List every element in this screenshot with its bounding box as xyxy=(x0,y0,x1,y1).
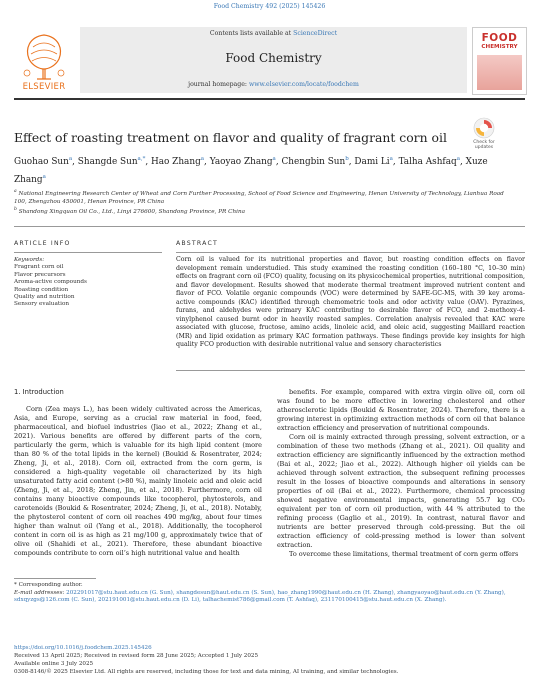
keyword-item: Aroma-active compounds xyxy=(14,279,87,286)
affiliation-mark: b xyxy=(14,207,17,213)
keyword-item: Roasting condition xyxy=(14,286,69,293)
affiliation-item xyxy=(14,188,514,206)
body-paragraph: benefits. For example, compared with extra virgin olive oil, corn oil was found to be more effective in lowering cholesterol and other atherosclerotic lipids (Boukid & Rosentrater, 2024). Therefore, there is a growing interest in optimizing extraction methods of corn oil that balance extraction efficiency and preservation of nutritional compounds. xyxy=(277,388,525,432)
author-affiliation-mark[interactable]: a,* xyxy=(137,156,146,162)
homepage-link[interactable]: www.elsevier.com/locate/foodchem xyxy=(248,81,359,88)
check-for-updates-label[interactable]: Check for updates xyxy=(473,140,495,150)
author-affiliation-mark[interactable]: a xyxy=(200,156,205,162)
article-metadata xyxy=(14,644,525,676)
abstract-rule xyxy=(176,252,525,253)
affiliation-text: Shandong Xingquan Oil Co., Ltd., Linyi 276600, Shandong Province, PR China xyxy=(16,209,246,216)
email-label: E-mail addresses: xyxy=(14,589,65,596)
author-list: Guohao Sun$^a$, Shangde Sun$^{a,*}$, Hao Zhang$^a$, Yaoyao Zhang$^a$, Chengbin Sun$^b$, Dami Li$^a$, Talha Ashfaq$^a$, Xuze Zhang$^a$ xyxy=(14,156,488,185)
keyword-item: Sensory evaluation xyxy=(14,301,70,308)
elsevier-wordmark: ELSEVIER xyxy=(22,82,66,92)
available-online: Available online 3 July 2025 xyxy=(14,661,94,667)
cover-title-chemistry: CHEMISTRY xyxy=(481,44,518,50)
keyword-item: Flavor precursors xyxy=(14,271,66,278)
left-paragraphs xyxy=(14,405,262,558)
received-dates: Received 13 April 2025; Received in revised form 28 June 2025; Accepted 1 July 2025 xyxy=(14,653,259,659)
body-paragraph: Corn (Zea mays L.), has been widely cultivated across the Americas, Asia, and Europe, serving as a crucial raw material in food, feed, pharmaceutical, and biofuel industries (Jiao et al., 2022; Zhang et al., 2021). Various benefits are offered by different parts of the corn, particularly the germ, which is valuable for its high lipid content (more than 80 % of the total lipids in the kernel) (Boukid & Rosentrater, 2024; Zheng, Ji, et al., 2018). Corn oil, extracted from the corn germ, is considered a high-quality vegetable oil characterized by its high unsaturated fatty acid content (>80 %), mainly linoleic acid and oleic acid (Zheng, Ji, et al., 2018; Zheng, Jin, et al., 2018). Furthermore, corn oil contains many bioactive compounds like tocopherol, phytosterols, and carotenoids (Boukid & Rosentrater, 2024; Zheng, Ji, et al., 2018). Notably, the phytosterol content of corn oil reaches 490 mg/kg, about four times higher than walnut oil (Yang et al., 2018). Additionally, the tocopherol content in corn oil is as high as 21 mg/100 g, approximately twice that of olive oil (Shahidi et al., 2021). Therefore, these abundant bioactive compounds contribute to corn oil’s high nutritional value and health xyxy=(14,405,262,557)
contents-line xyxy=(80,30,467,37)
author-name[interactable]: Hao Zhang xyxy=(150,156,201,167)
body-paragraph: To overcome these limitations, thermal treatment of corn germ offers xyxy=(289,550,519,558)
keyword-item: Quality and nutrition xyxy=(14,294,75,301)
check-for-updates-icon[interactable] xyxy=(473,117,495,139)
homepage-line xyxy=(80,81,467,88)
affiliation-text: National Engineering Research Center of Wheat and Corn Further Processing, School of Food Science and Engineering, Henan University of Technology, Lianhua Road 100, Zhengzhou 450001, Henan Province, PR China xyxy=(14,190,504,205)
keyword-list xyxy=(14,264,164,308)
copyright-line: 0308-8146/© 2025 Elsevier Ltd. All rights are reserved, including those for text and data mining, AI training, and similar technologies. xyxy=(14,669,399,675)
article-info-heading: ARTICLE INFO xyxy=(14,240,71,247)
author-affiliation-mark[interactable]: a xyxy=(389,156,393,162)
footnotes xyxy=(14,582,525,605)
sciencedirect-link[interactable]: ScienceDirect xyxy=(293,30,338,37)
journal-masthead xyxy=(14,27,525,95)
affiliation-mark: a xyxy=(14,189,17,194)
affiliations xyxy=(14,188,514,217)
author-name[interactable]: Chengbin Sun xyxy=(281,156,346,167)
author-affiliation-mark[interactable]: a xyxy=(42,173,46,180)
elsevier-logo[interactable] xyxy=(14,27,74,93)
right-paragraphs xyxy=(277,388,525,559)
affiliation-item xyxy=(14,206,514,217)
journal-reference[interactable]: Food Chemistry 492 (2025) 145426 xyxy=(213,3,326,10)
keyword-item: Fragrant corn oil xyxy=(14,264,64,271)
author-affiliation-mark[interactable]: a xyxy=(456,156,460,162)
abstract-heading: ABSTRACT xyxy=(176,240,218,247)
keywords-block xyxy=(14,257,164,309)
abstract-end-rule xyxy=(176,370,525,371)
author-name[interactable]: Xuze Zhang xyxy=(14,156,488,185)
author-affiliation-mark[interactable]: b xyxy=(345,156,349,162)
author-affiliation-mark[interactable]: a xyxy=(272,156,276,162)
body-column-right xyxy=(277,388,525,559)
author-name[interactable]: Guohao Sun xyxy=(14,156,69,167)
keywords-label: Keywords: xyxy=(14,257,45,263)
elsevier-tree-icon xyxy=(19,27,69,81)
cover-title-food: FOOD xyxy=(481,32,518,44)
masthead-divider xyxy=(14,98,525,100)
cover-artwork xyxy=(477,55,522,90)
author-name[interactable]: Shangde Sun xyxy=(77,156,138,167)
article-info-rule xyxy=(14,252,162,253)
abstract-text: Corn oil is valued for its nutritional properties and flavor, but roasting condition effects on flavor development remain understudied. This study examined the roasting condition (160–180 °C, 10–30 min) effects on fragrant corn oil (FCO) quality, focusing on its physicochemical properties, nutritional composition, and flavor development. Results showed that moderate thermal treatment improved nutrient content and flavor of FCO. Volatile organic compounds (VOC) were determined by SAFE-GC-MS, with 39 key aroma-active compounds (KAC) identified through chemometric tools and odor activity value (OAV). Pyrazines, furans, and aldehydes were primary KAC contributing to desirable flavor of FCO, and 2-methoxy-4-vinylphenol caused burnt odor in heavily roasted samples. Correlation analysis revealed that KAC were associated with glucose, fructose, amino acids, linoleic acid, and oleic acid, suggesting Maillard reaction (MR) and lipid oxidation as primary KAC formation pathways. These findings provide key insights for high quality FCO production with desirable nutritional value and sensory characteristics xyxy=(176,256,525,348)
author-name[interactable]: Dami Li xyxy=(354,156,390,167)
email-links[interactable]: 202291017@stu.haut.edu.cn (G. Sun), shangdesun@haut.edu.cn (S. Sun), hao_zhang1990@haut.edu.cn (H. Zhang), zhangyaoyao@haut.edu.cn (Y. Zhang), sdxqyzgs@126.com (C. Sun), 202191001@stu.haut.edu.cn (D. Li), talhachemist786@gmail.com (T. Ashfaq), 231170100415@stu.haut.edu.cn (X. Zhang). xyxy=(14,589,506,604)
contents-prefix: Contents lists available at xyxy=(209,30,292,37)
author-affiliation-mark[interactable]: a xyxy=(68,156,73,162)
footnote-rule xyxy=(14,578,96,579)
author-name[interactable]: Talha Ashfaq xyxy=(398,156,457,167)
body-column-left xyxy=(14,388,262,558)
section-divider xyxy=(14,226,525,227)
article-title: Effect of roasting treatment on flavor and quality of fragrant corn oil xyxy=(14,130,447,145)
corresponding-author-note: * Corresponding author. xyxy=(14,582,83,588)
homepage-prefix: journal homepage: xyxy=(188,81,247,88)
doi-link[interactable]: https://doi.org/10.1016/j.foodchem.2025.145426 xyxy=(14,645,152,651)
email-addresses xyxy=(14,590,525,605)
introduction-heading: 1. Introduction xyxy=(14,388,64,396)
journal-title: Food Chemistry xyxy=(225,51,322,65)
journal-cover-thumbnail[interactable] xyxy=(472,27,527,95)
journal-header-box xyxy=(80,27,467,93)
author-name[interactable]: Yaoyao Zhang xyxy=(209,156,273,167)
body-paragraph: Corn oil is mainly extracted through pressing, solvent extraction, or a combination of these two methods (Zhang et al., 2021). Oil quality and extraction efficiency are significantly influenced by the extraction method (Bai et al., 2022; Jiao et al., 2022). Although higher oil yields can be achieved through solvent extraction, the subsequent refining processes result in the losses of bioactive compounds and alterations in sensory properties of oil (Bai et al., 2022). Furthermore, chemical processing showed negative environmental impacts, generating 55.7 kg CO₂ equivalent per ton of corn oil production, with 44 % attributed to the refining process (Gaglio et al., 2019). In contrast, natural flavor and nutrients are better preserved through cold-pressing. But the oil extraction efficiency of cold-pressing method is lower than solvent extraction. xyxy=(277,433,525,549)
